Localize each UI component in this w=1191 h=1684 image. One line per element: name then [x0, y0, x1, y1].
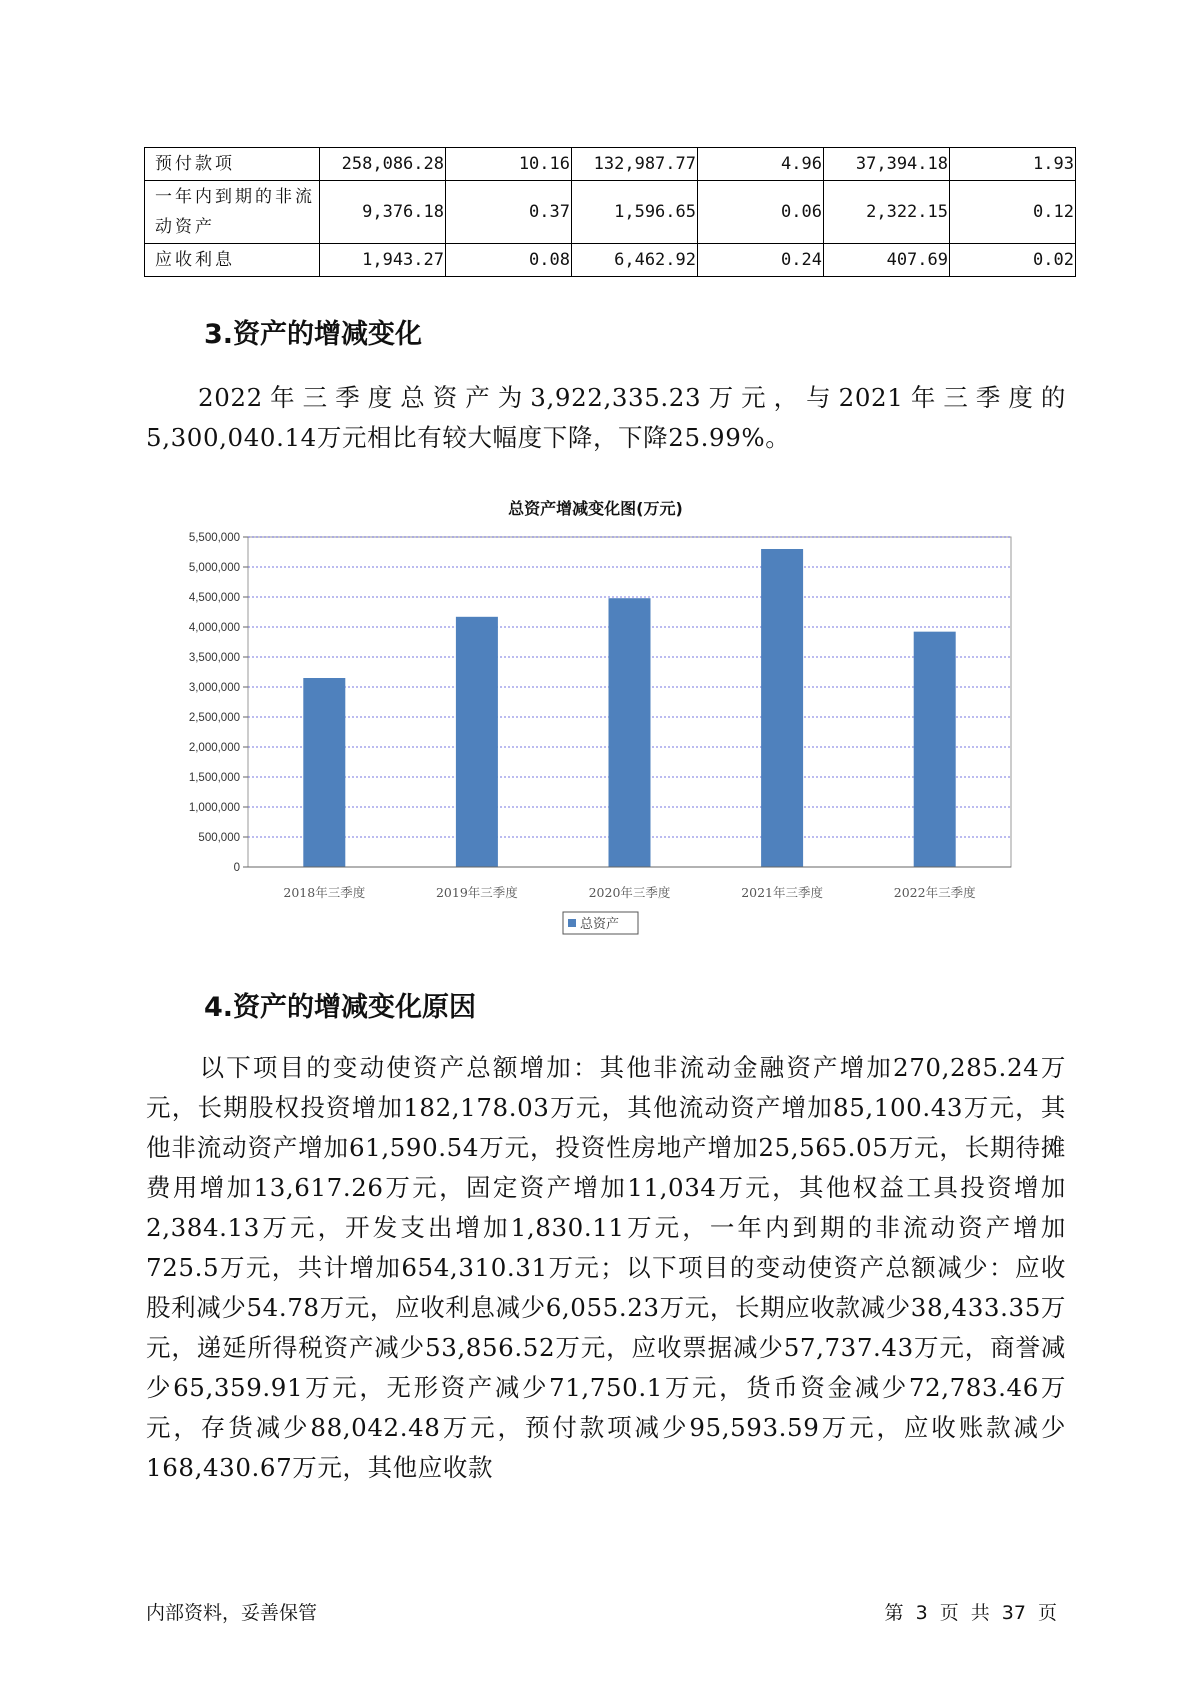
y-tick-label: 4,000,000 [188, 622, 240, 634]
table-cell: 0.12 [950, 181, 1076, 244]
x-tick-label: 2018年三季度 [283, 885, 366, 900]
section-heading: 4.资产的增减变化原因 [204, 992, 477, 1023]
x-tick-label: 2021年三季度 [741, 885, 824, 900]
table-cell: 132,987.77 [572, 148, 698, 181]
x-tick-label: 2022年三季度 [893, 885, 976, 900]
x-tick-label: 2019年三季度 [435, 885, 518, 900]
y-tick-label: 3,500,000 [188, 652, 240, 664]
footer-page-number: 第 3 页 共 37 页 [884, 1602, 1057, 1624]
y-tick-label: 500,000 [198, 832, 240, 844]
y-tick-label: 0 [233, 862, 240, 874]
table-cell: 0.24 [698, 244, 824, 277]
y-tick-label: 3,000,000 [188, 682, 240, 694]
legend-swatch [568, 919, 576, 927]
table-cell: 4.96 [698, 148, 824, 181]
footer-confidential: 内部资料，妥善保管 [146, 1602, 318, 1624]
table-cell: 0.37 [446, 181, 572, 244]
y-tick-label: 5,500,000 [188, 532, 240, 544]
table-cell: 1,596.65 [572, 181, 698, 244]
table-cell: 2,322.15 [824, 181, 950, 244]
bar [914, 632, 956, 867]
section-heading: 3.资产的增减变化 [204, 319, 423, 350]
table-cell: 10.16 [446, 148, 572, 181]
table-cell: 258,086.28 [320, 148, 446, 181]
table-cell: 6,462.92 [572, 244, 698, 277]
paragraph-text: 以下项目的变动使资产总额增加：其他非流动金融资产增加270,285.24万元，长期股权投资增加182,178.03万元，其他流动资产增加85,100.43万元，其他非流动资产增加61,590.54万元，投资性房地产增加25,565.05万元，长期待摊费用增加13,617.26万元，固定资产增加11,034万元，其他权益工具投资增加2,384.13万元，开发支出增加1,830.11万元，一年内到期的非流动资产增加725.5万元，共计增加654,310.31万元；以下项目的变动使资产总额减少：应收股利减少54.78万元，应收利息减少6,055.23万元，长期应收款减少38,433.35万元，递延所得税资产减少53,856.52万元，应收票据减少57,737.43万元，商誉减少65,359.91万元，无形资产减少71,750.1万元，货币资金减少72,783.46万元，存货减少88,042.48万元，预付款项减少95,593.59万元，应收账款减少168,430.67万元，其他应收款 [146, 1053, 1066, 1482]
row-label: 预付款项 [145, 148, 320, 181]
bar [609, 598, 651, 867]
legend-label: 总资产 [580, 917, 620, 932]
table-cell: 1,943.27 [320, 244, 446, 277]
row-label: 一年内到期的非流动资产 [145, 181, 320, 244]
y-tick-label: 2,500,000 [188, 712, 240, 724]
y-tick-label: 1,500,000 [188, 772, 240, 784]
bar [761, 549, 803, 867]
chart-title: 总资产增减变化图(万元) [508, 499, 683, 518]
table-cell: 37,394.18 [824, 148, 950, 181]
bar [456, 617, 498, 867]
table-cell: 1.93 [950, 148, 1076, 181]
table-cell: 407.69 [824, 244, 950, 277]
paragraph-text: 2022年三季度总资产为3,922,335.23万元，与2021年三季度的5,300,040.14万元相比有较大幅度下降，下降25.99%。 [146, 383, 1066, 452]
y-tick-label: 1,000,000 [188, 802, 240, 814]
x-tick-label: 2020年三季度 [588, 885, 671, 900]
y-tick-label: 5,000,000 [188, 562, 240, 574]
row-label: 应收利息 [145, 244, 320, 277]
table-cell: 0.08 [446, 244, 572, 277]
y-tick-label: 4,500,000 [188, 592, 240, 604]
table-cell: 0.02 [950, 244, 1076, 277]
bar [303, 678, 345, 867]
section-paragraph [146, 1048, 1066, 1488]
table-cell: 9,376.18 [320, 181, 446, 244]
y-tick-label: 2,000,000 [188, 742, 240, 754]
table-cell: 0.06 [698, 181, 824, 244]
